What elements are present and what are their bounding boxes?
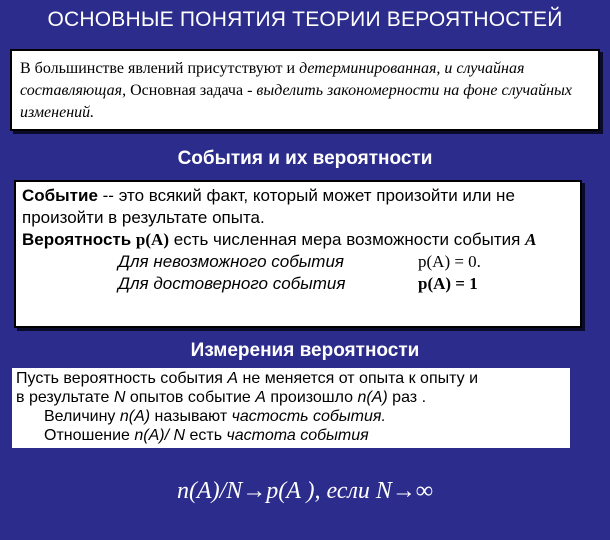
impossible-event-label: Для невозможного события bbox=[118, 252, 344, 271]
probability-symbol: p(A) bbox=[135, 230, 169, 249]
intro-text-3: , Основная задача - bbox=[122, 82, 257, 99]
event-symbol: A bbox=[525, 230, 537, 249]
section-title-events: События и их вероятности bbox=[177, 148, 433, 169]
m-symbol: A bbox=[255, 389, 266, 406]
intro-text-1: В большинстве явлений присутствуют и bbox=[20, 60, 300, 77]
m-text: в результате bbox=[16, 389, 114, 406]
event-def-text: -- это всякий факт, который может произойти или не произойти в результате опыта. bbox=[22, 186, 515, 227]
m-text: Величину bbox=[44, 408, 120, 425]
m-symbol: n(A) bbox=[119, 408, 151, 425]
section-title-measurement: Измерения вероятности bbox=[190, 340, 420, 361]
certain-event-label: Для достоверного события bbox=[118, 274, 346, 293]
certain-event-value: p(A) = 1 bbox=[418, 274, 478, 293]
m-symbol: A bbox=[227, 370, 239, 387]
measurement-line-2 bbox=[16, 388, 566, 407]
m-text: Пусть вероятность события bbox=[16, 370, 228, 387]
m-term: частота события bbox=[226, 427, 369, 444]
intro-text-4: выделить закономерности на фоне случайных изменений. bbox=[20, 82, 572, 121]
event-definition bbox=[22, 185, 574, 229]
probability-term: Вероятность bbox=[22, 230, 132, 249]
probability-def-text: есть численная мера возможности события bbox=[168, 230, 526, 249]
m-text: не меняется от опыта к опыту и bbox=[238, 370, 478, 387]
intro-box bbox=[10, 49, 600, 131]
m-text: произошло bbox=[265, 389, 358, 406]
m-symbol: n(A)/ N bbox=[134, 427, 186, 444]
limit-formula: n(A)/N→p(A ), если N→∞ bbox=[176, 478, 434, 504]
measurement-box bbox=[12, 368, 570, 448]
definitions-box bbox=[14, 180, 582, 328]
m-text: опытов событие bbox=[125, 389, 256, 406]
m-symbol: n(A) bbox=[357, 389, 388, 406]
m-symbol: N bbox=[113, 389, 126, 406]
probability-definition bbox=[22, 229, 574, 251]
measurement-line-1 bbox=[16, 369, 566, 388]
intro-text-2: детерминированная, и случайная составляющая bbox=[20, 60, 525, 99]
m-text: есть bbox=[185, 427, 227, 444]
impossible-event-row bbox=[22, 251, 574, 273]
measurement-line-3 bbox=[16, 407, 566, 426]
m-text: Отношение bbox=[44, 427, 135, 444]
m-term: частость события. bbox=[231, 408, 386, 425]
event-term: Событие bbox=[22, 186, 98, 205]
m-text: называют bbox=[150, 408, 232, 425]
m-text: раз . bbox=[387, 389, 427, 406]
impossible-event-value: p(A) = 0. bbox=[418, 252, 481, 271]
measurement-line-4 bbox=[16, 426, 566, 445]
page-title: ОСНОВНЫЕ ПОНЯТИЯ ТЕОРИИ ВЕРОЯТНОСТЕЙ bbox=[47, 8, 563, 31]
certain-event-row bbox=[22, 273, 574, 295]
